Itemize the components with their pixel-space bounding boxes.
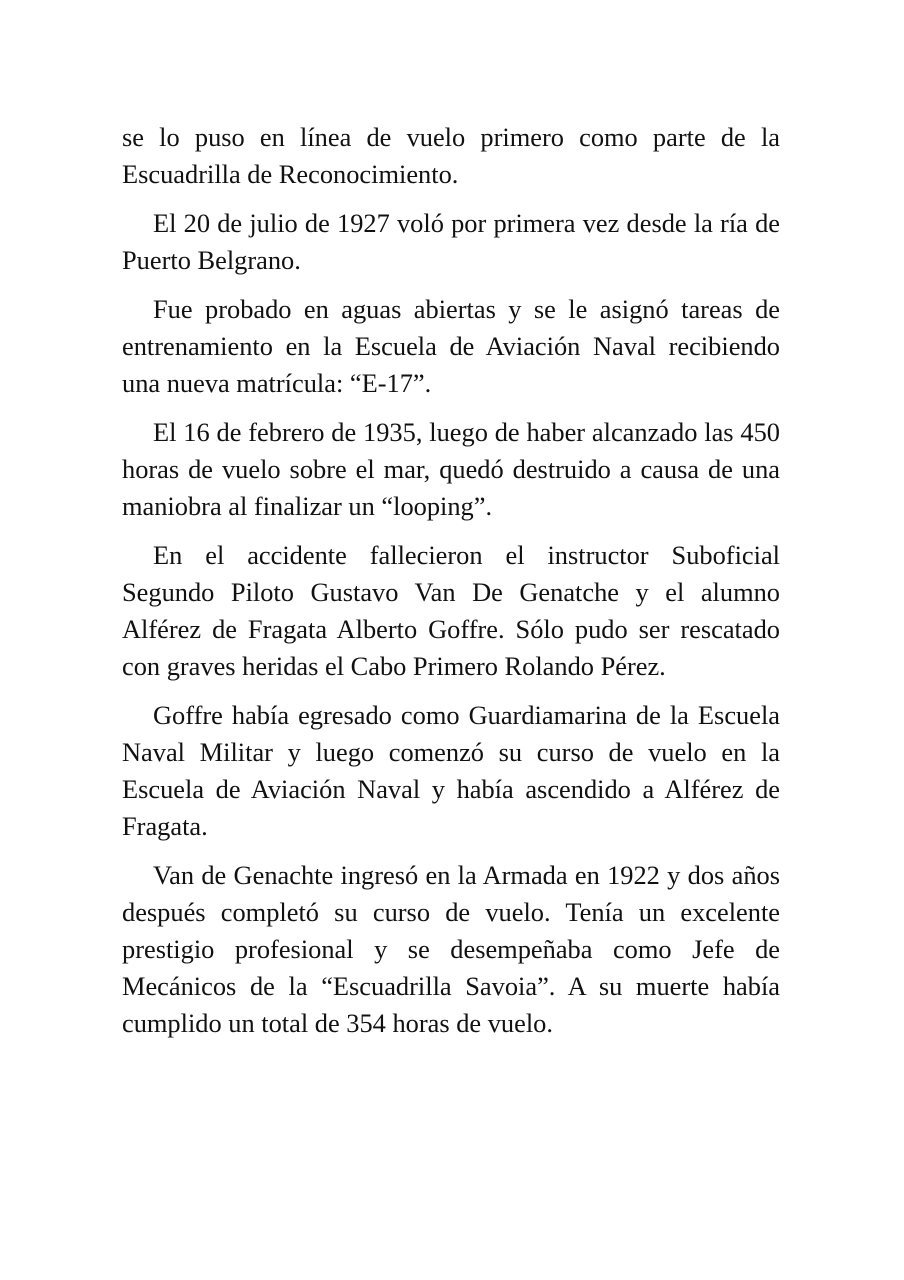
paragraph-van-de-genachte: Van de Genachte ingresó en la Armada en 1922 y dos años después completó su curso de vuelo. Tenía un excelente prestigio profesional y se desempeñaba como Jefe de Mecánicos de la “Escuadrilla Savoia”. A su muerte había cumplido un total de 354 horas de vuelo. bbox=[122, 860, 780, 1038]
body-text bbox=[122, 119, 780, 1054]
paragraph-goffre: Goffre había egresado como Guardiamarina de la Escuela Naval Militar y luego comenzó su curso de vuelo en la Escuela de Aviación Naval y había ascendido a Alférez de Fragata. bbox=[122, 700, 780, 841]
paragraph-training: Fue probado en aguas abiertas y se le asignó tareas de entrenamiento en la Escuela de Aviación Naval recibiendo una nueva matrícula: “E-17”. bbox=[122, 294, 780, 398]
paragraph-first-flight: El 20 de julio de 1927 voló por primera vez desde la ría de Puerto Belgrano. bbox=[122, 208, 780, 275]
paragraph-accident: En el accidente fallecieron el instructor Suboficial Segundo Piloto Gustavo Van De Genatche y el alumno Alférez de Fragata Alberto Goffre. Sólo pudo ser rescatado con graves heridas el Cabo Primero Rolando Pérez. bbox=[122, 540, 780, 681]
paragraph-destruction: El 16 de febrero de 1935, luego de haber alcanzado las 450 horas de vuelo sobre el mar, quedó destruido a causa de una maniobra al finalizar un “looping”. bbox=[122, 417, 780, 521]
paragraph-continuation: se lo puso en línea de vuelo primero como parte de la Escuadrilla de Reconocimiento. bbox=[122, 122, 780, 189]
